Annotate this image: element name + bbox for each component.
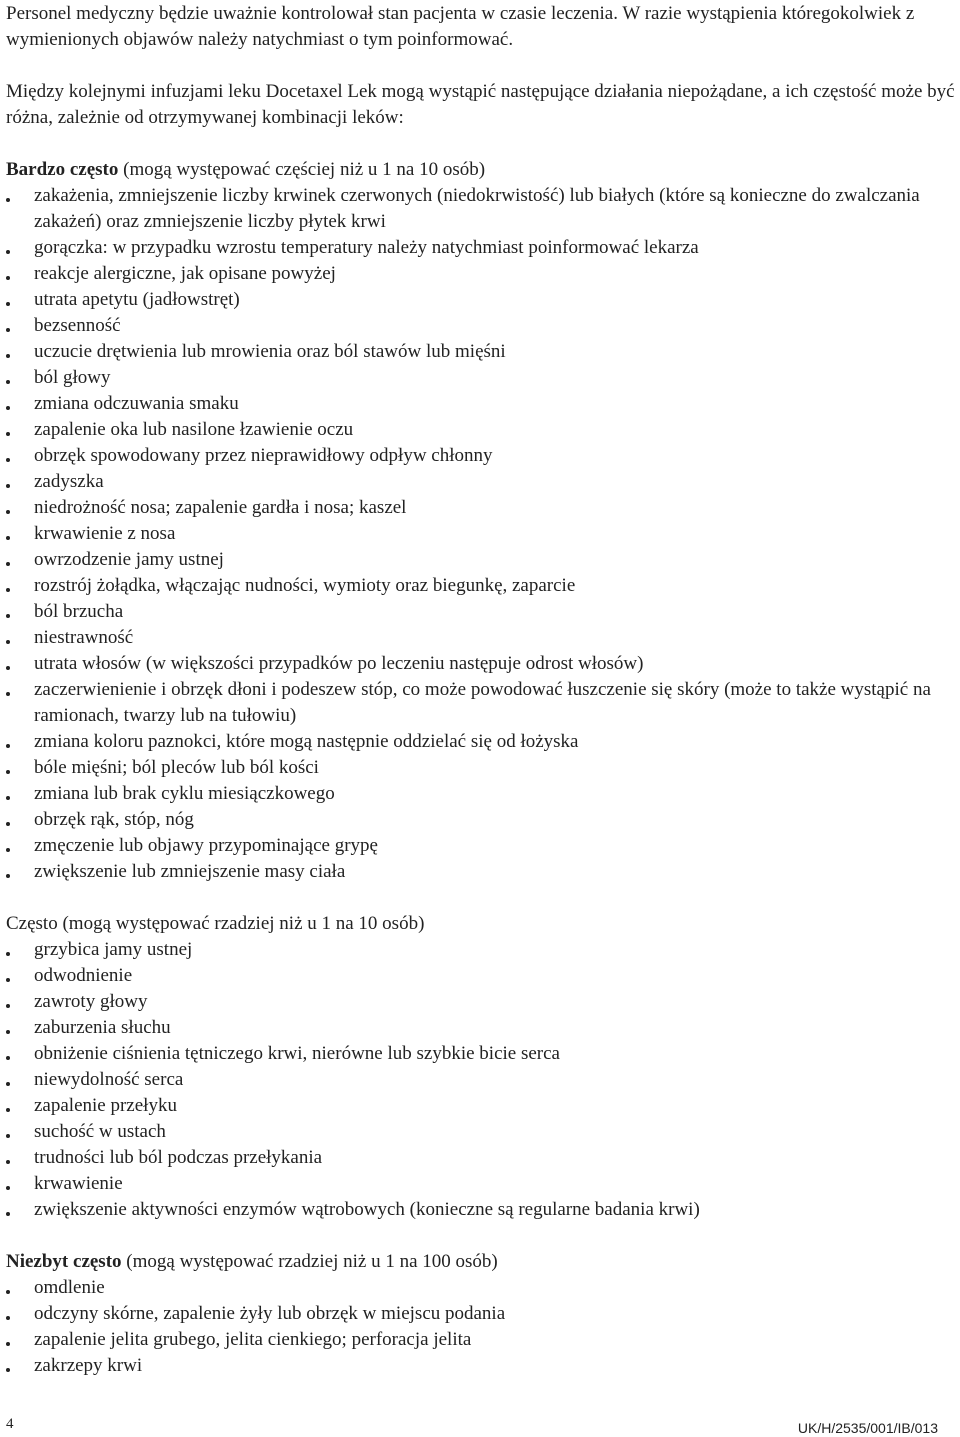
list-item: owrzodzenie jamy ustnej — [6, 547, 956, 573]
list-item: zapalenie przełyku — [6, 1093, 956, 1119]
list-item: obrzęk spowodowany przez nieprawidłowy odpływ chłonny — [6, 443, 956, 469]
list-item: zaczerwienienie i obrzęk dłoni i podeszew stóp, co może powodować łuszczenie się skóry (może to także wystąpić na ramionach, twarzy lub na tułowiu) — [6, 677, 956, 729]
frequency-note: (mogą występować rzadziej niż u 1 na 10 osób) — [57, 913, 425, 934]
section-heading — [6, 911, 956, 937]
side-effects-list — [6, 937, 956, 1223]
list-item: niestrawność — [6, 625, 956, 651]
list-item: ból głowy — [6, 365, 956, 391]
list-item: niewydolność serca — [6, 1067, 956, 1093]
list-item: bezsenność — [6, 313, 956, 339]
frequency-label: Niezbyt często — [6, 1251, 122, 1272]
list-item: omdlenie — [6, 1275, 956, 1301]
list-item: zwiększenie aktywności enzymów wątrobowych (konieczne są regularne badania krwi) — [6, 1197, 956, 1223]
side-effects-list — [6, 183, 956, 885]
list-item: zwiększenie lub zmniejszenie masy ciała — [6, 859, 956, 885]
section-very-common — [6, 157, 956, 885]
frequency-note: (mogą występować częściej niż u 1 na 10 osób) — [118, 159, 486, 180]
list-item: suchość w ustach — [6, 1119, 956, 1145]
list-item: zawroty głowy — [6, 989, 956, 1015]
frequency-label: Często — [6, 913, 58, 934]
list-item: rozstrój żołądka, włączając nudności, wymioty oraz biegunkę, zaparcie — [6, 573, 956, 599]
intro-paragraph: Personel medyczny będzie uważnie kontrolował stan pacjenta w czasie leczenia. W razie wystąpienia któregokolwiek z wymienionych objawów należy natychmiast o tym poinformować. — [6, 3, 915, 50]
page-number: 4 — [6, 1416, 14, 1432]
intro-text — [6, 1, 956, 131]
list-item: zmiana odczuwania smaku — [6, 391, 956, 417]
list-item: zapalenie oka lub nasilone łzawienie oczu — [6, 417, 956, 443]
section-common — [6, 911, 956, 1223]
list-item: krwawienie z nosa — [6, 521, 956, 547]
list-item: zmiana koloru paznokci, które mogą następnie oddzielać się od łożyska — [6, 729, 956, 755]
list-item: zadyszka — [6, 469, 956, 495]
side-effects-list — [6, 1275, 956, 1379]
list-item: ból brzucha — [6, 599, 956, 625]
list-item: odczyny skórne, zapalenie żyły lub obrzęk w miejscu podania — [6, 1301, 956, 1327]
frequency-note: (mogą występować rzadziej niż u 1 na 100 osób) — [121, 1251, 498, 1272]
list-item: bóle mięśni; ból pleców lub ból kości — [6, 755, 956, 781]
intro-paragraph: Między kolejnymi infuzjami leku Docetaxel Lek mogą wystąpić następujące działania niepożądane, a ich częstość może być różna, zależnie od otrzymywanej kombinacji leków: — [6, 81, 955, 128]
list-item: zakrzepy krwi — [6, 1353, 956, 1379]
list-item: zaburzenia słuchu — [6, 1015, 956, 1041]
list-item: odwodnienie — [6, 963, 956, 989]
list-item: obrzęk rąk, stóp, nóg — [6, 807, 956, 833]
section-uncommon — [6, 1249, 956, 1379]
list-item: gorączka: w przypadku wzrostu temperatury należy natychmiast poinformować lekarza — [6, 235, 956, 261]
list-item: grzybica jamy ustnej — [6, 937, 956, 963]
list-item: zapalenie jelita grubego, jelita cienkiego; perforacja jelita — [6, 1327, 956, 1353]
list-item: krwawienie — [6, 1171, 956, 1197]
list-item: niedrożność nosa; zapalenie gardła i nosa; kaszel — [6, 495, 956, 521]
list-item: utrata włosów (w większości przypadków po leczeniu następuje odrost włosów) — [6, 651, 956, 677]
section-heading — [6, 157, 956, 183]
list-item: zmiana lub brak cyklu miesiączkowego — [6, 781, 956, 807]
list-item: obniżenie ciśnienia tętniczego krwi, nierówne lub szybkie bicie serca — [6, 1041, 956, 1067]
list-item: uczucie drętwienia lub mrowienia oraz ból stawów lub mięśni — [6, 339, 956, 365]
list-item: zmęczenie lub objawy przypominające grypę — [6, 833, 956, 859]
frequency-label: Bardzo często — [6, 159, 119, 180]
list-item: trudności lub ból podczas przełykania — [6, 1145, 956, 1171]
list-item: zakażenia, zmniejszenie liczby krwinek czerwonych (niedokrwistość) lub białych (które są konieczne do zwalczania zakażeń) oraz zmniejszenie liczby płytek krwi — [6, 183, 956, 235]
list-item: reakcje alergiczne, jak opisane powyżej — [6, 261, 956, 287]
document-reference: UK/H/2535/001/IB/013 — [797, 1420, 938, 1436]
section-heading — [6, 1249, 956, 1275]
list-item: utrata apetytu (jadłowstręt) — [6, 287, 956, 313]
